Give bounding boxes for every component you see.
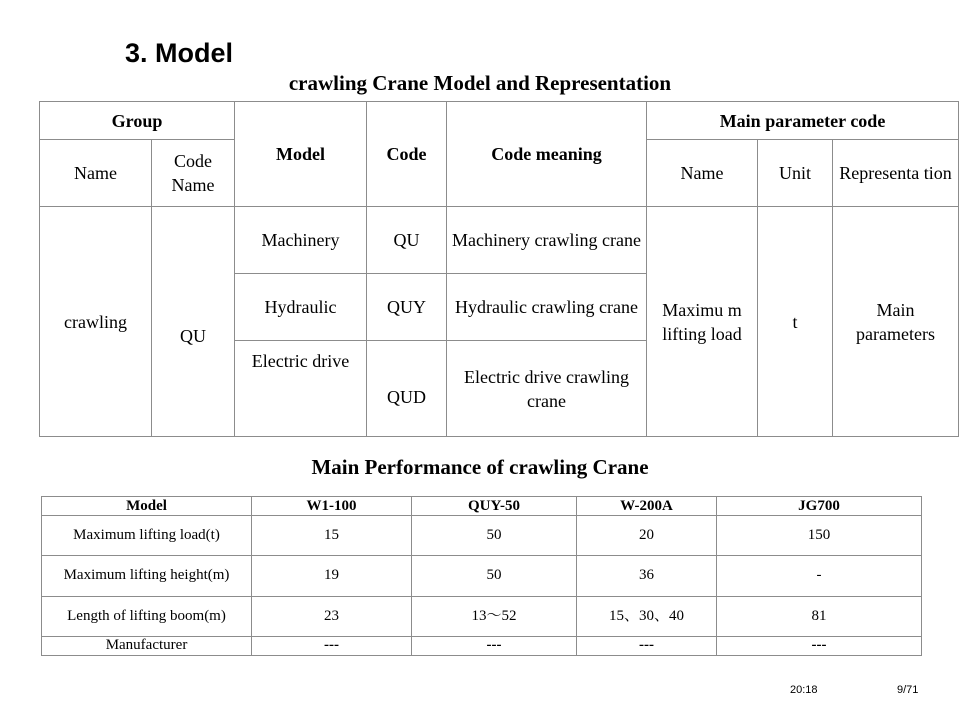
param-unit-cell: t (758, 207, 833, 437)
header-code: Code (367, 102, 447, 207)
header-param-name: Name (647, 140, 758, 207)
header-cell-quy-50: QUY-50 (412, 497, 577, 516)
header-cell-w-200a: W-200A (577, 497, 717, 516)
value-cell: --- (717, 636, 922, 655)
meaning-cell: Machinery crawling crane (447, 207, 647, 274)
row-label: Manufacturer (42, 636, 252, 655)
value-cell: 15、30、40 (577, 596, 717, 636)
header-main-parameter-code: Main parameter code (647, 102, 959, 140)
value-cell: 150 (717, 516, 922, 556)
header-code-meaning: Code meaning (447, 102, 647, 207)
model-cell: Electric drive (235, 341, 367, 437)
table2-title: Main Performance of crawling Crane (311, 455, 649, 479)
value-cell: 13～52 (412, 596, 577, 636)
group-code-name-cell: QU (152, 207, 235, 437)
value-cell: --- (577, 636, 717, 655)
row-label: Length of lifting boom(m) (42, 596, 252, 636)
table-header-row (42, 497, 922, 516)
model-cell: Machinery (235, 207, 367, 274)
value-cell: --- (252, 636, 412, 655)
header-model: Model (235, 102, 367, 207)
value-cell: 36 (577, 556, 717, 596)
footer-page-number: 9/71 (897, 684, 919, 696)
value-cell: - (717, 556, 922, 596)
header-unit: Unit (758, 140, 833, 207)
header-code-name: Code Name (152, 140, 235, 207)
table-row (42, 516, 922, 556)
table1-title: crawling Crane Model and Representation (288, 71, 672, 95)
header-representation: Representa tion (833, 140, 959, 207)
row-label: Maximum lifting load(t) (42, 516, 252, 556)
header-name: Name (40, 140, 152, 207)
model-cell: Hydraulic (235, 274, 367, 341)
footer-time: 20:18 (790, 684, 818, 696)
table-row (42, 556, 922, 596)
table-row (42, 596, 922, 636)
table-row (40, 207, 959, 274)
header-cell-jg700: JG700 (717, 497, 922, 516)
value-cell: 20 (577, 516, 717, 556)
code-cell: QUD (367, 341, 447, 437)
value-cell: 50 (412, 516, 577, 556)
value-cell: 81 (717, 596, 922, 636)
group-name-cell: crawling (40, 207, 152, 437)
value-cell: --- (412, 636, 577, 655)
value-cell: 15 (252, 516, 412, 556)
row-label: Maximum lifting height(m) (42, 556, 252, 596)
section-title: 3. Model (125, 38, 234, 68)
header-cell-w1-100: W1-100 (252, 497, 412, 516)
table-row (42, 636, 922, 655)
param-representation-cell: Main parameters (833, 207, 959, 437)
header-group: Group (40, 102, 235, 140)
crane-model-table (39, 101, 959, 437)
code-cell: QU (367, 207, 447, 274)
header-cell-model: Model (42, 497, 252, 516)
value-cell: 23 (252, 596, 412, 636)
value-cell: 50 (412, 556, 577, 596)
crane-performance-table (41, 496, 922, 656)
value-cell: 19 (252, 556, 412, 596)
param-name-cell: Maximu m lifting load (647, 207, 758, 437)
meaning-cell: Hydraulic crawling crane (447, 274, 647, 341)
code-cell: QUY (367, 274, 447, 341)
meaning-cell: Electric drive crawling crane (447, 341, 647, 437)
